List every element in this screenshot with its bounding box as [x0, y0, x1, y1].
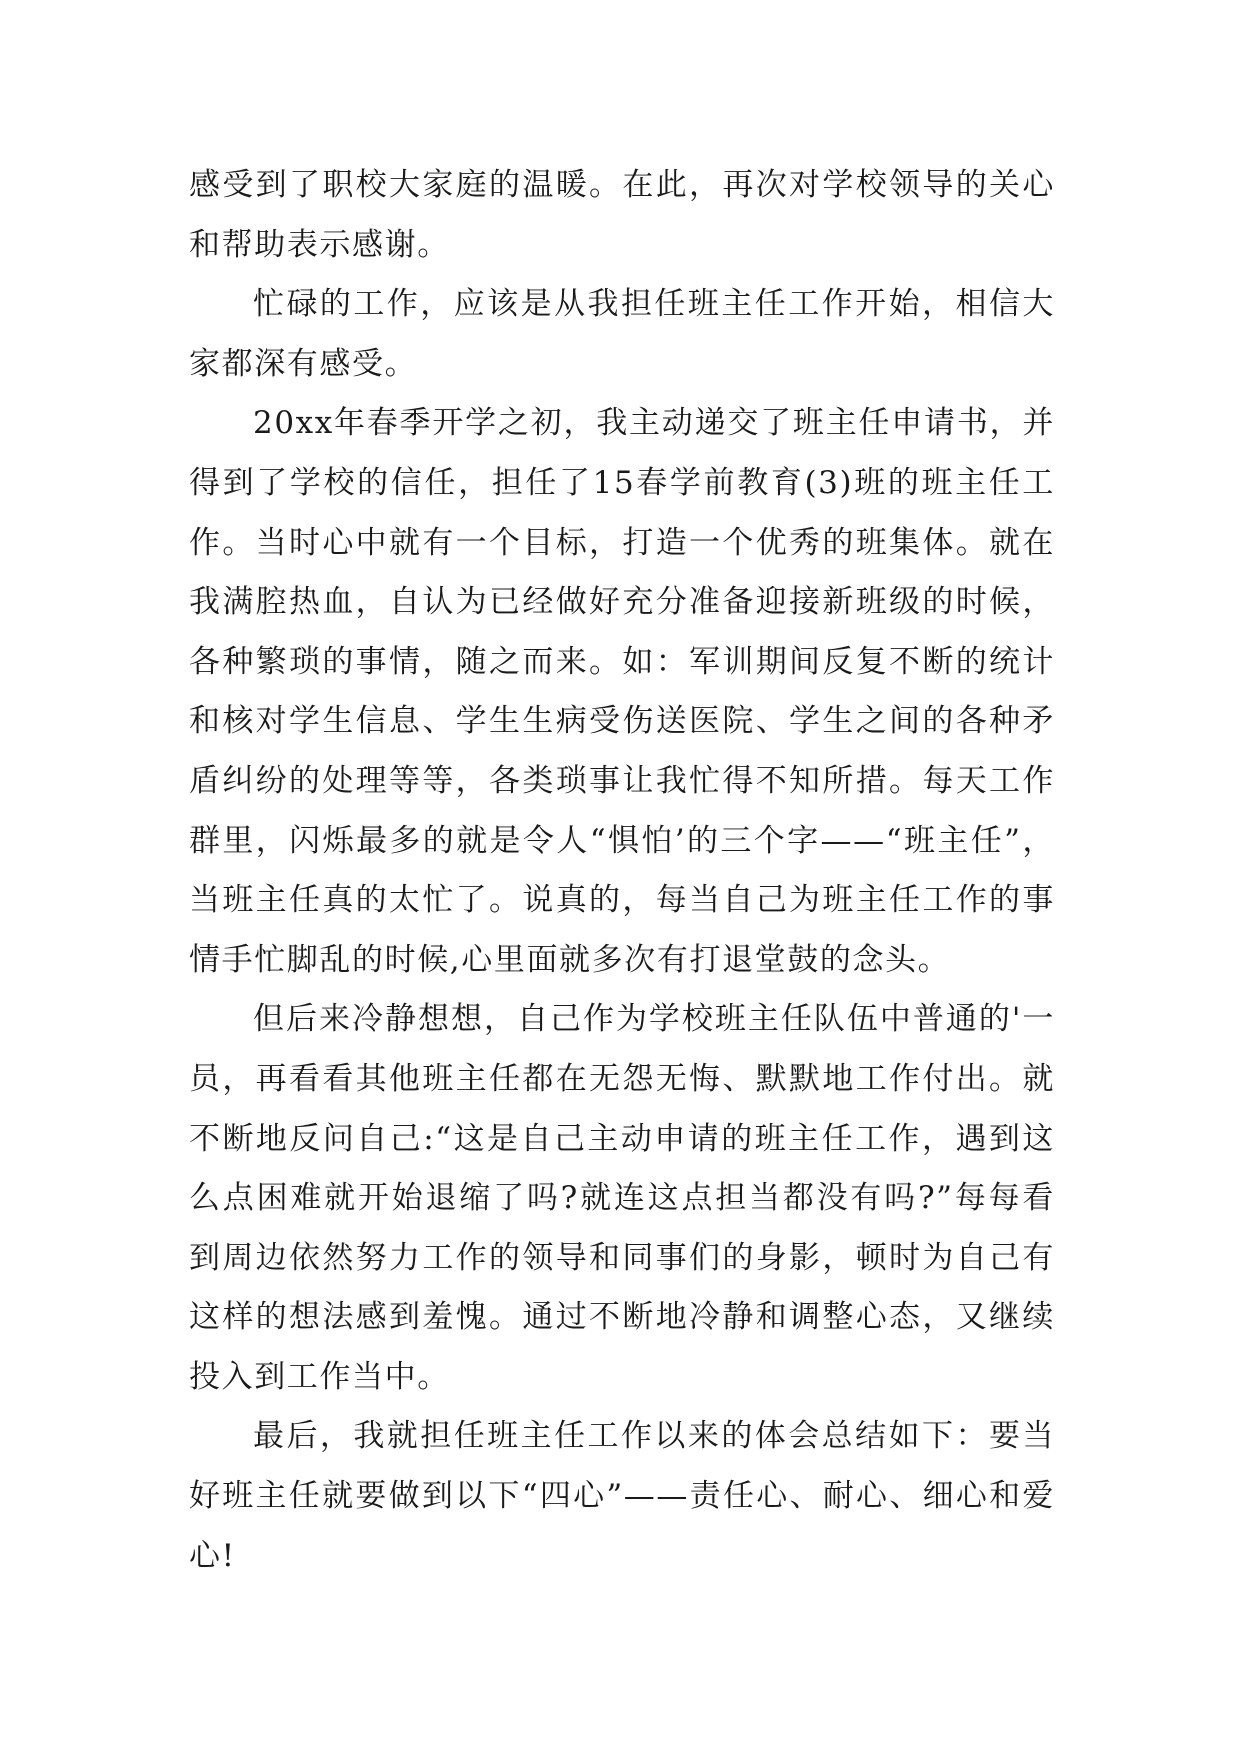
- paragraph-1: 感受到了职校大家庭的温暖。在此，再次对学校领导的关心和帮助表示感谢。: [189, 167, 1055, 263]
- paragraph-2: 忙碌的工作，应该是从我担任班主任工作开始，相信大家都深有感受。: [189, 286, 1055, 382]
- paragraph-5: 最后，我就担任班主任工作以来的体会总结如下：要当好班主任就要做到以下“四心”——责任心、耐心、细心和爱心!: [189, 1418, 1055, 1574]
- paragraph-3: 20xx年春季开学之初，我主动递交了班主任申请书，并得到了学校的信任，担任了15春学前教育(3)班的班主任工作。当时心中就有一个目标，打造一个优秀的班集体。就在我满腔热血，自认为已经做好充分准备迎接新班级的时候，各种繁琐的事情，随之而来。如：军训期间反复不断的统计和核对学生信息、学生生病受伤送医院、学生之间的各种矛盾纠纷的处理等等，各类琐事让我忙得不知所措。每天工作群里，闪烁最多的就是令人“惧怕’的三个字——“班主任”，当班主任真的太忙了。说真的，每当自己为班主任工作的事情手忙脚乱的时候,心里面就多次有打退堂鼓的念头。: [189, 405, 1055, 978]
- body-text: [189, 156, 1055, 1586]
- paragraph-4: 但后来冷静想想，自己作为学校班主任队伍中普通的'一员，再看看其他班主任都在无怨无悔、默默地工作付出。就不断地反问自己:“这是自己主动申请的班主任工作，遇到这么点困难就开始退缩了吗?就连这点担当都没有吗?”每每看到周边依然努力工作的领导和同事们的身影，顿时为自己有这样的想法感到羞愧。通过不断地冷静和调整心态，又继续投入到工作当中。: [189, 1001, 1055, 1395]
